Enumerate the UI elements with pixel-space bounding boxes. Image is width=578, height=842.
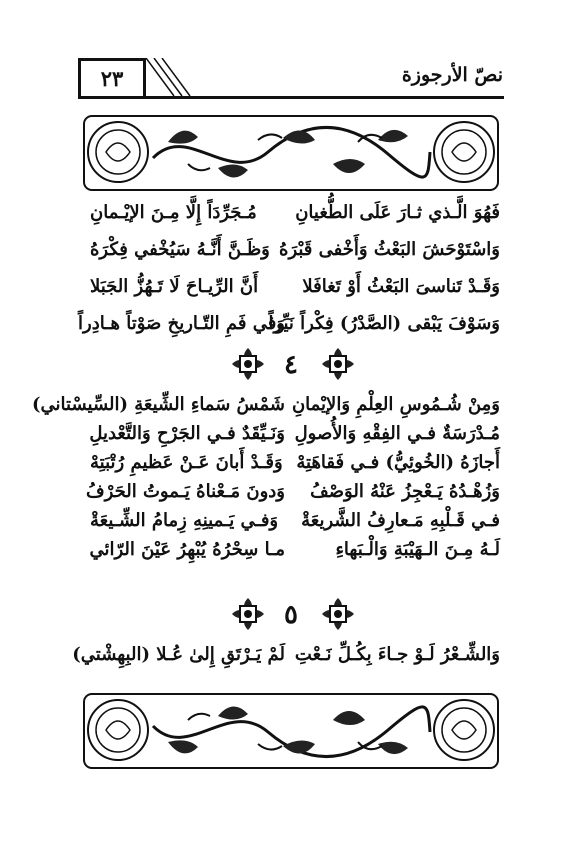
verse-hemistich-left: وَفـي يَـمينِهِ زِمامُ الشِّـيعَةْ (90, 510, 279, 531)
verse-line (32, 394, 500, 423)
bottom-floral-border (78, 690, 504, 772)
flower-ornament-icon (228, 344, 268, 384)
flower-ornament-icon (318, 344, 358, 384)
verse-hemistich-right: وَسَوْفَ يَبْقى (الصَّدْرُ) فِكْراً نَيِّراً (268, 313, 500, 334)
verse-hemistich-left: وَقَـدْ أَبانَ عَـنْ عَظيمِ رُتْبَتِهْ (90, 452, 283, 473)
flower-ornament-icon (228, 594, 268, 634)
flower-ornament-icon (318, 594, 358, 634)
verse-hemistich-left: شَمْسُ سَماءِ الشِّيعَةِ (السِّيسْتاني) (32, 394, 285, 415)
verse-hemistich-right: وَقَـدْ تَناسىَ البَعْثُ أَوْ تَغافَلا (302, 276, 500, 297)
section-divider-4 (78, 344, 504, 390)
header-diagonal-rules (146, 58, 206, 98)
verse-hemistich-left: وَظَـنَّ أَنَّـهُ سَيُخْفي فِكْرَهُ (90, 239, 270, 260)
verse-line (90, 239, 500, 276)
section-number: ٥ (284, 600, 298, 630)
verse-hemistich-right: أَجازَهُ (الخُوئِيُّ) فـي فَقاهَتِهْ (296, 452, 500, 473)
top-floral-border (78, 112, 504, 194)
verse-line (86, 481, 500, 510)
verse-line (90, 423, 500, 452)
verse-hemistich-right: وَاسْتَوْحَشَ البَعْثُ وَأَخْفى قَبْرَهُ (279, 239, 500, 260)
verse-hemistich-right: وَمِنْ شُـمُوسِ العِلْمِ وَالإيْمانِ (291, 394, 500, 415)
verse-block-2 (32, 394, 500, 568)
verse-line (90, 452, 500, 481)
verse-line (90, 276, 500, 313)
verse-line (90, 539, 500, 568)
verse-line (90, 202, 500, 239)
verse-hemistich-right: لَـهُ مِـنَ الـهَيْبَةِ وَالْـبَهاءِ (335, 539, 500, 560)
header-rule (78, 96, 504, 99)
verse-hemistich-right: فـي قَـلْبِهِ مَـعارِفُ الشَّريعَةْ (301, 510, 500, 531)
verse-hemistich-right: فَهُوَ الَّـذي ثـارَ عَلَى الطُّغيانِ (295, 202, 500, 223)
verse-block-3 (72, 644, 500, 674)
verse-hemistich-left: مـا سِحْرُهُ يُبْهِرُ عَيْنَ الرّائي (89, 539, 285, 560)
verse-hemistich-left: لَمْ يَـرْتَقِ إِلىٰ عُـلا (البِهِشْتي) (72, 644, 285, 665)
verse-line (72, 644, 500, 674)
verse-hemistich-right: وَالشِّـعْرُ لَـوْ جـاءَ بِكُـلِّ نَـعْتِ (294, 644, 500, 665)
verse-hemistich-left: مُـجَرِّدَاً إِلَّا مِـنَ الإيْـمانِ (90, 202, 257, 223)
running-title: نصّ الأرجوزة (401, 64, 503, 86)
verse-line (90, 510, 500, 539)
verse-hemistich-right: مُـدْرَسَةٌ فـي الفِقْهِ وَالأُصولِ (294, 423, 500, 444)
verse-hemistich-left: وَفي فَمِ التّـاريخِ صَوْتاً هـادِراً (78, 313, 285, 334)
section-number: ٤ (284, 350, 298, 380)
verse-hemistich-right: وَزُهْـدُهُ يَـعْجِزُ عَنْهُ الوَصْفُ (310, 481, 500, 502)
verse-hemistich-left: وَدونَ مَـعْناهُ يَـموتُ الحَرْفُ (86, 481, 285, 502)
verse-hemistich-left: أَنَّ الرِّيـاحَ لَا تَـهُزُّ الجَبَلا (90, 276, 259, 297)
verse-hemistich-left: وَنَـيِّقَدٌ فـي الجَرْحِ وَالتَّعْديلِ (89, 423, 285, 444)
page-number: ٢٣ (78, 58, 146, 96)
verse-block-1 (78, 202, 500, 350)
section-divider-5 (78, 594, 504, 640)
